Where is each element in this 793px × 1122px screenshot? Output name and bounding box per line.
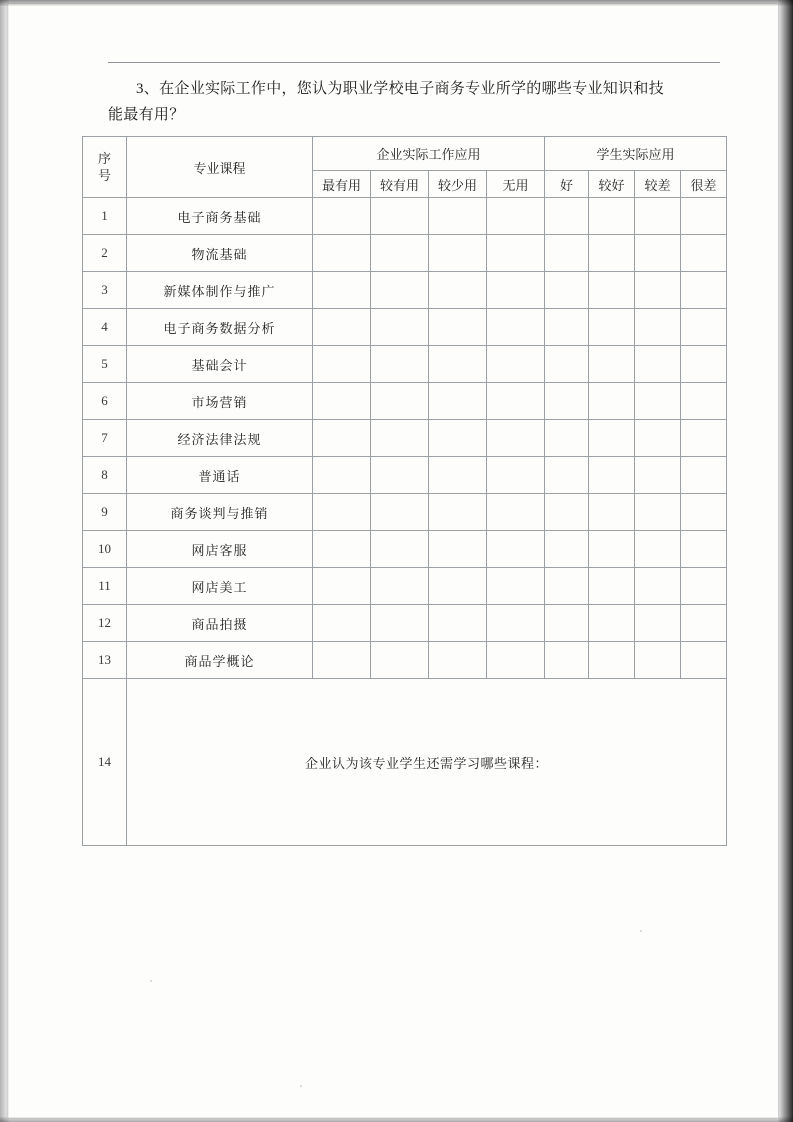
header-divider-rule (108, 62, 720, 63)
cell-enterprise-more-useful[interactable] (371, 309, 429, 346)
scan-speck (640, 930, 642, 932)
group-header-student: 学生实际应用 (545, 137, 727, 171)
cell-enterprise-not-used[interactable] (487, 309, 545, 346)
cell-student-very-poor[interactable] (681, 346, 727, 383)
cell-enterprise-more-useful[interactable] (371, 383, 429, 420)
cell-enterprise-most-useful[interactable] (313, 642, 371, 679)
cell-enterprise-less-used[interactable] (429, 309, 487, 346)
cell-enterprise-not-used[interactable] (487, 235, 545, 272)
table-row (83, 272, 727, 309)
row-index: 9 (83, 494, 127, 531)
cell-student-fairly-poor[interactable] (635, 272, 681, 309)
cell-student-fairly-poor[interactable] (635, 420, 681, 457)
cell-student-fairly-good[interactable] (589, 642, 635, 679)
cell-enterprise-not-used[interactable] (487, 531, 545, 568)
table-row (83, 235, 727, 272)
cell-student-good[interactable] (545, 272, 589, 309)
cell-enterprise-most-useful[interactable] (313, 309, 371, 346)
row-index: 6 (83, 383, 127, 420)
table-row (83, 642, 727, 679)
cell-student-fairly-good[interactable] (589, 531, 635, 568)
cell-student-fairly-good[interactable] (589, 346, 635, 383)
row-index: 11 (83, 568, 127, 605)
cell-student-very-poor[interactable] (681, 420, 727, 457)
survey-table (82, 136, 727, 846)
cell-enterprise-less-used[interactable] (429, 272, 487, 309)
row-course-name: 商务谈判与推销 (127, 494, 313, 531)
cell-student-fairly-poor[interactable] (635, 568, 681, 605)
cell-student-fairly-good[interactable] (589, 420, 635, 457)
cell-student-fairly-poor[interactable] (635, 235, 681, 272)
cell-enterprise-not-used[interactable] (487, 346, 545, 383)
cell-student-good[interactable] (545, 235, 589, 272)
cell-enterprise-not-used[interactable] (487, 420, 545, 457)
cell-student-very-poor[interactable] (681, 272, 727, 309)
subheader-student-good: 好 (545, 171, 589, 198)
cell-student-good[interactable] (545, 494, 589, 531)
row-course-name: 基础会计 (127, 346, 313, 383)
row-index: 13 (83, 642, 127, 679)
cell-student-very-poor[interactable] (681, 568, 727, 605)
cell-student-fairly-poor[interactable] (635, 383, 681, 420)
table-row (83, 309, 727, 346)
column-header-no-line2: 号 (97, 168, 111, 183)
row-index: 7 (83, 420, 127, 457)
cell-enterprise-most-useful[interactable] (313, 457, 371, 494)
cell-student-good[interactable] (545, 383, 589, 420)
scan-edge-right (778, 0, 793, 1122)
table-header (83, 137, 727, 198)
table-row (83, 420, 727, 457)
cell-enterprise-most-useful[interactable] (313, 383, 371, 420)
column-header-no-line1: 序 (97, 151, 111, 166)
table-row-additional-courses (83, 679, 727, 846)
cell-enterprise-not-used[interactable] (487, 383, 545, 420)
row-course-name: 商品学概论 (127, 642, 313, 679)
cell-student-good[interactable] (545, 198, 589, 235)
cell-student-fairly-poor[interactable] (635, 605, 681, 642)
cell-enterprise-more-useful[interactable] (371, 420, 429, 457)
cell-student-fairly-good[interactable] (589, 605, 635, 642)
scan-speck (300, 1085, 302, 1087)
cell-student-very-poor[interactable] (681, 198, 727, 235)
row-course-name: 普通话 (127, 457, 313, 494)
cell-student-fairly-poor[interactable] (635, 642, 681, 679)
cell-enterprise-not-used[interactable] (487, 568, 545, 605)
cell-enterprise-most-useful[interactable] (313, 420, 371, 457)
row-course-name: 网店美工 (127, 568, 313, 605)
cell-enterprise-less-used[interactable] (429, 531, 487, 568)
cell-student-fairly-poor[interactable] (635, 198, 681, 235)
cell-student-good[interactable] (545, 642, 589, 679)
cell-student-very-poor[interactable] (681, 605, 727, 642)
scan-edge-left (0, 0, 9, 1122)
cell-enterprise-most-useful[interactable] (313, 531, 371, 568)
table-row (83, 531, 727, 568)
cell-student-very-poor[interactable] (681, 309, 727, 346)
cell-enterprise-not-used[interactable] (487, 457, 545, 494)
cell-enterprise-most-useful[interactable] (313, 346, 371, 383)
row-course-name: 电子商务数据分析 (127, 309, 313, 346)
cell-enterprise-less-used[interactable] (429, 457, 487, 494)
cell-enterprise-most-useful[interactable] (313, 272, 371, 309)
subheader-student-very-poor: 很差 (681, 171, 727, 198)
question-text (108, 76, 722, 128)
row-index: 10 (83, 531, 127, 568)
cell-student-fairly-poor[interactable] (635, 457, 681, 494)
cell-student-good[interactable] (545, 605, 589, 642)
row-index: 1 (83, 198, 127, 235)
cell-student-fairly-good[interactable] (589, 198, 635, 235)
cell-student-fairly-good[interactable] (589, 494, 635, 531)
row-course-name: 新媒体制作与推广 (127, 272, 313, 309)
cell-enterprise-not-used[interactable] (487, 494, 545, 531)
table-row (83, 568, 727, 605)
question-number: 3、 (136, 81, 160, 97)
row-course-name: 物流基础 (127, 235, 313, 272)
question-line-2: 能最有用？ (108, 107, 185, 123)
row-index: 4 (83, 309, 127, 346)
cell-enterprise-more-useful[interactable] (371, 272, 429, 309)
cell-enterprise-most-useful[interactable] (313, 235, 371, 272)
cell-enterprise-not-used[interactable] (487, 642, 545, 679)
subheader-student-fairly-poor: 较差 (635, 171, 681, 198)
cell-enterprise-more-useful[interactable] (371, 642, 429, 679)
cell-enterprise-more-useful[interactable] (371, 457, 429, 494)
cell-student-fairly-good[interactable] (589, 272, 635, 309)
cell-enterprise-less-used[interactable] (429, 605, 487, 642)
cell-student-good[interactable] (545, 309, 589, 346)
column-header-course: 专业课程 (127, 137, 313, 198)
row-course-name: 商品拍摄 (127, 605, 313, 642)
scan-edge-top (0, 0, 793, 6)
cell-student-good[interactable] (545, 420, 589, 457)
cell-enterprise-more-useful[interactable] (371, 235, 429, 272)
group-header-enterprise: 企业实际工作应用 (313, 137, 545, 171)
cell-enterprise-not-used[interactable] (487, 272, 545, 309)
cell-enterprise-less-used[interactable] (429, 198, 487, 235)
additional-courses-prompt[interactable]: 企业认为该专业学生还需学习哪些课程： (127, 679, 727, 846)
cell-enterprise-not-used[interactable] (487, 198, 545, 235)
cell-enterprise-less-used[interactable] (429, 235, 487, 272)
row-index: 12 (83, 605, 127, 642)
cell-enterprise-less-used[interactable] (429, 420, 487, 457)
table-row (83, 605, 727, 642)
cell-enterprise-less-used[interactable] (429, 383, 487, 420)
cell-student-fairly-good[interactable] (589, 457, 635, 494)
subheader-enterprise-less-used: 较少用 (429, 171, 487, 198)
row-index: 3 (83, 272, 127, 309)
row-course-name: 电子商务基础 (127, 198, 313, 235)
column-header-no (83, 137, 127, 198)
cell-student-very-poor[interactable] (681, 494, 727, 531)
row-index: 5 (83, 346, 127, 383)
subheader-enterprise-more-useful: 较有用 (371, 171, 429, 198)
table-body (83, 198, 727, 846)
row-index: 8 (83, 457, 127, 494)
table-row (83, 346, 727, 383)
cell-enterprise-more-useful[interactable] (371, 494, 429, 531)
cell-student-fairly-good[interactable] (589, 309, 635, 346)
cell-enterprise-more-useful[interactable] (371, 531, 429, 568)
table-row (83, 494, 727, 531)
cell-enterprise-less-used[interactable] (429, 494, 487, 531)
cell-enterprise-less-used[interactable] (429, 642, 487, 679)
cell-student-good[interactable] (545, 531, 589, 568)
cell-student-good[interactable] (545, 457, 589, 494)
survey-table-container (82, 136, 720, 846)
cell-student-very-poor[interactable] (681, 457, 727, 494)
table-row (83, 457, 727, 494)
cell-student-good[interactable] (545, 568, 589, 605)
cell-student-fairly-poor[interactable] (635, 531, 681, 568)
row-course-name: 市场营销 (127, 383, 313, 420)
table-row (83, 383, 727, 420)
row-index: 2 (83, 235, 127, 272)
cell-student-fairly-good[interactable] (589, 235, 635, 272)
cell-enterprise-less-used[interactable] (429, 346, 487, 383)
cell-student-fairly-poor[interactable] (635, 494, 681, 531)
subheader-enterprise-not-used: 无用 (487, 171, 545, 198)
cell-enterprise-more-useful[interactable] (371, 568, 429, 605)
cell-student-good[interactable] (545, 346, 589, 383)
cell-enterprise-most-useful[interactable] (313, 198, 371, 235)
cell-enterprise-most-useful[interactable] (313, 494, 371, 531)
cell-student-very-poor[interactable] (681, 531, 727, 568)
scan-edge-bottom (0, 1117, 793, 1122)
subheader-student-fairly-good: 较好 (589, 171, 635, 198)
cell-enterprise-not-used[interactable] (487, 605, 545, 642)
cell-enterprise-most-useful[interactable] (313, 605, 371, 642)
table-row (83, 198, 727, 235)
cell-enterprise-more-useful[interactable] (371, 346, 429, 383)
cell-student-fairly-good[interactable] (589, 383, 635, 420)
row-course-name: 网店客服 (127, 531, 313, 568)
cell-student-fairly-poor[interactable] (635, 309, 681, 346)
row-course-name: 经济法律法规 (127, 420, 313, 457)
subheader-enterprise-most-useful: 最有用 (313, 171, 371, 198)
cell-enterprise-more-useful[interactable] (371, 605, 429, 642)
row-index: 14 (83, 679, 127, 846)
question-line-1: 在企业实际工作中，您认为职业学校电子商务专业所学的哪些专业知识和技 (159, 81, 665, 97)
cell-enterprise-less-used[interactable] (429, 568, 487, 605)
cell-enterprise-more-useful[interactable] (371, 198, 429, 235)
scan-speck (150, 980, 152, 982)
cell-student-very-poor[interactable] (681, 642, 727, 679)
cell-student-very-poor[interactable] (681, 383, 727, 420)
cell-student-fairly-poor[interactable] (635, 346, 681, 383)
cell-student-very-poor[interactable] (681, 235, 727, 272)
cell-enterprise-most-useful[interactable] (313, 568, 371, 605)
cell-student-fairly-good[interactable] (589, 568, 635, 605)
